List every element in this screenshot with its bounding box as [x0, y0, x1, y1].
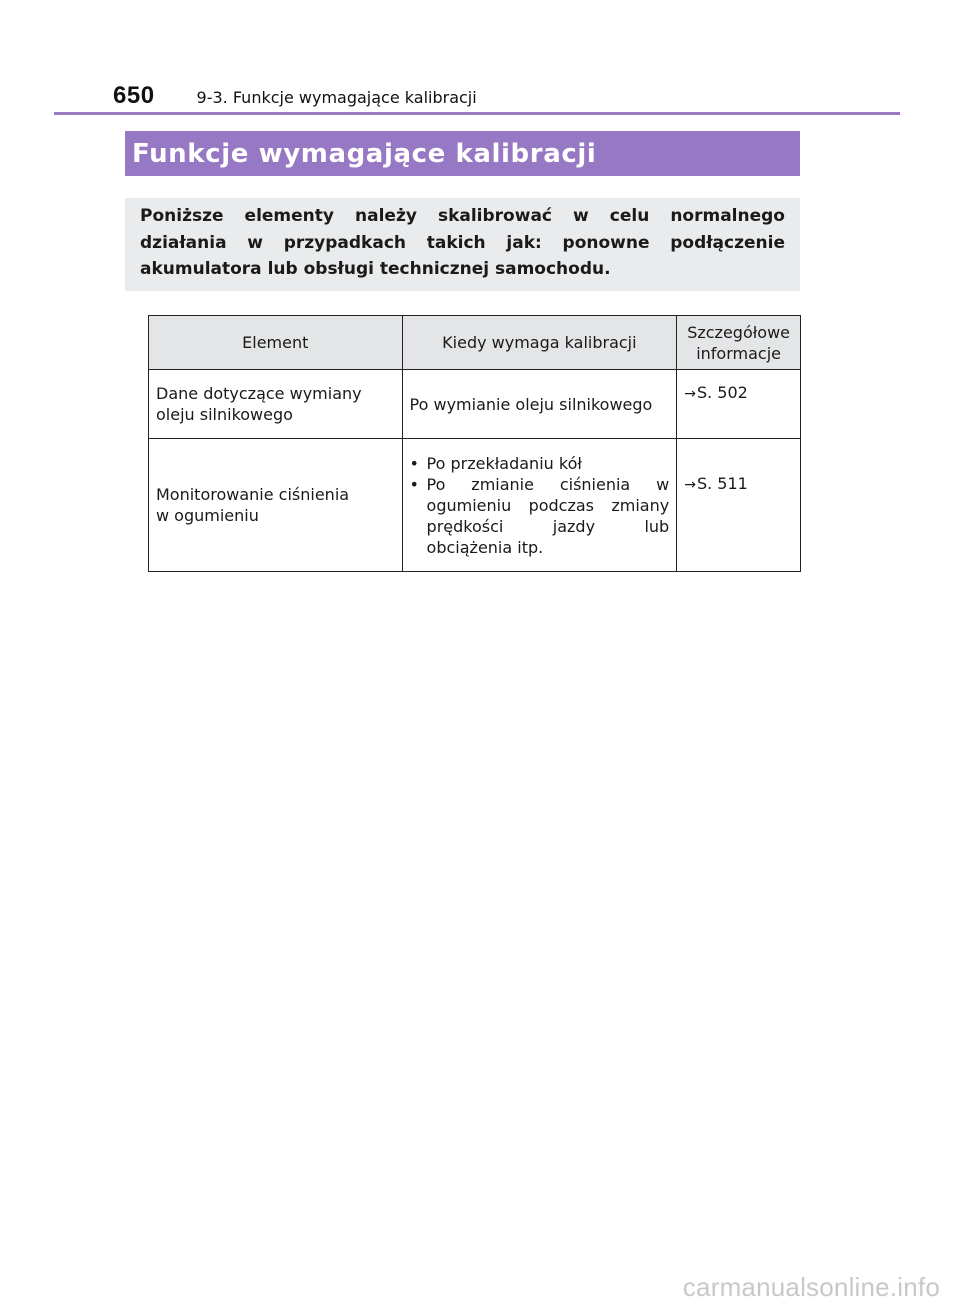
cell-when: Po wymianie oleju silnikowego	[402, 370, 677, 439]
intro-text: Poniższe elementy należy skalibrować w celu normalnego działania w przypadkach takich jak: ponowne podłączenie akumulatora lub obsługi technicznej samochodu.	[140, 206, 785, 279]
table-row	[149, 370, 801, 439]
watermark: carmanualsonline.info	[682, 1272, 940, 1302]
bullet-icon: •	[409, 474, 419, 494]
header-element: Element	[149, 316, 403, 370]
title-banner	[125, 131, 800, 176]
calibration-table	[148, 315, 801, 572]
page-reference-link[interactable]: S. 502	[696, 383, 748, 402]
cell-element-line2: w ogumieniu	[156, 506, 259, 525]
cell-element-line1: Monitorowanie ciśnienia	[156, 485, 350, 504]
table-row	[149, 439, 801, 572]
page-reference-link[interactable]: S. 511	[696, 474, 748, 493]
page-number: 650	[113, 82, 155, 109]
header-details-line2: informacje	[696, 343, 781, 363]
page-header	[113, 82, 477, 110]
condition-text: Po zmianie ciśnienia w ogumieniu podczas zmiany prędkości jazdy lub obciążenia itp.	[426, 474, 670, 557]
cell-element: Dane dotyczące wymiany oleju silnikowego	[149, 370, 403, 439]
cell-ref	[677, 370, 801, 439]
page-title: Funkcje wymagające kalibracji	[132, 138, 597, 169]
header-rule	[54, 112, 900, 115]
header-details-line1: Szczegółowe	[687, 322, 790, 342]
list-item	[410, 453, 670, 474]
cell-ref	[677, 439, 801, 572]
arrow-right-icon: →	[684, 477, 696, 493]
header-details	[677, 316, 801, 370]
list-item	[410, 474, 670, 558]
bullet-icon: •	[409, 453, 419, 473]
condition-text: Po przekładaniu kół	[426, 453, 582, 473]
intro-box	[125, 198, 800, 291]
cell-when	[402, 439, 677, 572]
table-header-row	[149, 316, 801, 370]
section-title: 9-3. Funkcje wymagające kalibracji	[196, 88, 477, 107]
conditions-list	[410, 453, 670, 558]
cell-element	[149, 439, 403, 572]
arrow-right-icon: →	[684, 386, 696, 402]
header-when: Kiedy wymaga kalibracji	[402, 316, 677, 370]
